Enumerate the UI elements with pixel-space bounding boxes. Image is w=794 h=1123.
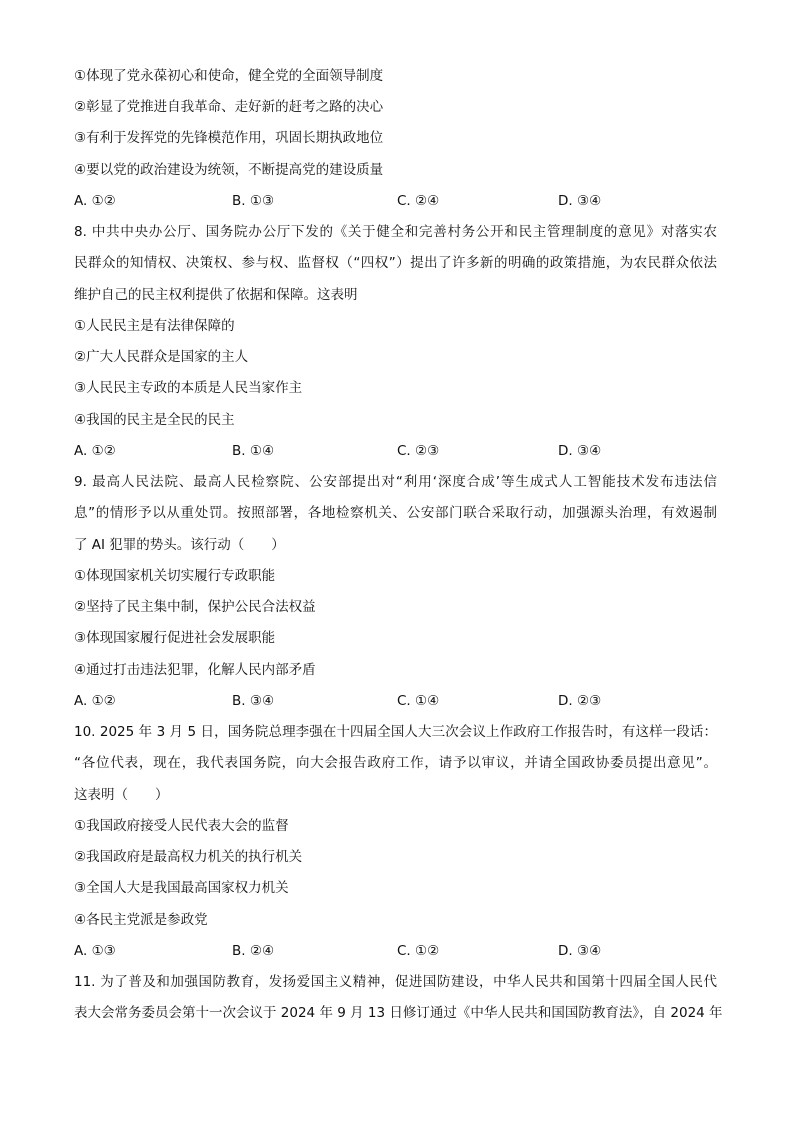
q8-options [74,441,734,461]
q10-option-d: D. ③④ [558,943,602,959]
q9-item-2: ②坚持了民主集中制，保护公民合法权益 [74,599,316,615]
q8-stem-line-1: 8. 中共中央办公厅、国务院办公厅下发的《关于健全和完善村务公开和民主管理制度的意见》对落实农 [74,224,717,240]
q7-option-c: C. ②④ [397,193,440,209]
q8-item-1: ①人民民主是有法律保障的 [74,318,235,334]
q9-stem-line-2: 息”的情形予以从重处罚。按照部署，各地检察机关、公安部门联合采取行动，加强源头治理，有效遏制 [74,505,717,521]
q10-item-1: ①我国政府接受人民代表大会的监督 [74,818,289,834]
q10-stem-line-2: “各位代表，现在，我代表国务院，向大会报告政府工作，请予以审议，并请全国政协委员提出意见”。 [74,755,717,771]
q8-stem-line-2: 民群众的知情权、决策权、参与权、监督权（“四权”）提出了许多新的明确的政策措施，为农民群众依法 [74,255,717,271]
q10-option-c: C. ①② [397,943,440,959]
q10-stem-line-3: 这表明（ ） [74,787,169,803]
q7-item-1: ①体现了党永葆初心和使命，健全党的全面领导制度 [74,68,384,84]
q10-item-2: ②我国政府是最高权力机关的执行机关 [74,849,303,865]
q10-option-a: A. ①③ [74,943,116,959]
q9-options [74,691,734,711]
q7-option-a: A. ①② [74,193,116,209]
q7-item-2: ②彰显了党推进自我革命、走好新的赶考之路的决心 [74,99,384,115]
q8-stem-line-3: 维护自己的民主权利提供了依据和保障。这表明 [74,287,358,303]
q8-option-c: C. ②③ [397,443,440,459]
q9-option-b: B. ③④ [232,693,275,709]
q8-option-d: D. ③④ [558,443,602,459]
q11-stem-line-1: 11. 为了普及和加强国防教育，发扬爱国主义精神，促进国防建设，中华人民共和国第十四届全国人民代 [74,974,717,990]
q10-stem-line-1: 10. 2025 年 3 月 5 日，国务院总理李强在十四届全国人大三次会议上作政府工作报告时，有这样一段话： [74,724,717,740]
q7-item-4: ④要以党的政治建设为统领，不断提高党的建设质量 [74,162,384,178]
q7-options [74,191,734,211]
q9-item-1: ①体现国家机关切实履行专政职能 [74,568,276,584]
q7-item-3: ③有利于发挥党的先锋模范作用，巩固长期执政地位 [74,130,384,146]
q9-item-3: ③体现国家履行促进社会发展职能 [74,630,276,646]
q9-stem-line-1: 9. 最高人民法院、最高人民检察院、公安部提出对“利用‘深度合成’等生成式人工智能技术发布违法信 [74,474,717,490]
q7-option-b: B. ①③ [232,193,275,209]
q10-item-3: ③全国人大是我国最高国家权力机关 [74,880,289,896]
q9-option-a: A. ①② [74,693,116,709]
q8-option-b: B. ①④ [232,443,275,459]
q9-option-d: D. ②③ [558,693,602,709]
q10-options [74,941,734,961]
q7-option-d: D. ③④ [558,193,602,209]
q10-item-4: ④各民主党派是参政党 [74,912,208,928]
q9-option-c: C. ①④ [397,693,440,709]
q9-item-4: ④通过打击违法犯罪，化解人民内部矛盾 [74,662,316,678]
q9-stem-line-3: 了 AI 犯罪的势头。该行动（ ） [74,537,285,553]
q8-item-4: ④我国的民主是全民的民主 [74,412,235,428]
q8-item-3: ③人民民主专政的本质是人民当家作主 [74,380,303,396]
q8-item-2: ②广大人民群众是国家的主人 [74,349,249,365]
q10-option-b: B. ②④ [232,943,275,959]
q11-stem-line-2: 表大会常务委员会第十一次会议于 2024 年 9 月 13 日修订通过《中华人民共和国国防教育法》，自 2024 年 [74,1005,723,1021]
q8-option-a: A. ①② [74,443,116,459]
